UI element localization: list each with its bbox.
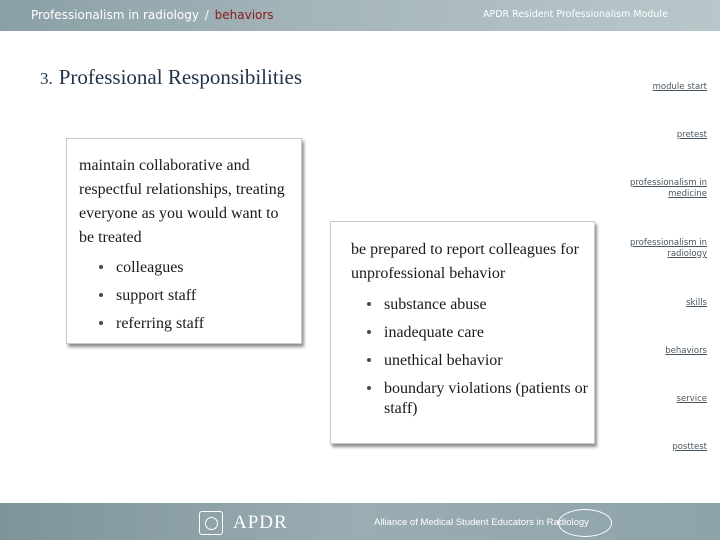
card-text: maintain collaborative and respectful relationships, treating everyone as you would want to be treated bbox=[79, 157, 285, 246]
section-title: Professional Responsibilities bbox=[58, 65, 302, 89]
bullet-icon bbox=[99, 293, 103, 297]
nav-link-behaviors[interactable]: behaviors bbox=[665, 346, 707, 356]
bullet-icon bbox=[367, 330, 371, 334]
list-item: substance abuse bbox=[367, 295, 589, 315]
nav-link-service[interactable]: service bbox=[676, 394, 707, 404]
list-item: support staff bbox=[99, 286, 294, 306]
module-title: APDR Resident Professionalism Module bbox=[483, 9, 668, 20]
bullet-icon bbox=[99, 265, 103, 269]
list-item: colleagues bbox=[99, 258, 294, 278]
nav-link-skills[interactable]: skills bbox=[686, 298, 707, 308]
list-item: boundary violations (patients or staff) bbox=[367, 379, 589, 419]
breadcrumb bbox=[31, 8, 274, 22]
bullet-icon bbox=[367, 358, 371, 362]
bullet-icon bbox=[367, 302, 371, 306]
list-item: referring staff bbox=[99, 314, 294, 334]
breadcrumb-root[interactable]: Professionalism in radiology bbox=[31, 8, 199, 22]
bullet-list bbox=[367, 295, 589, 419]
amse-seal-icon bbox=[558, 509, 612, 537]
header-bar bbox=[0, 0, 720, 31]
list-item: inadequate care bbox=[367, 323, 589, 343]
apdr-logo-icon bbox=[199, 511, 223, 535]
apdr-logo-text: APDR bbox=[233, 512, 288, 533]
nav-link-professionalism-in-radiology[interactable]: professionalism in radiology bbox=[629, 238, 707, 259]
nav-link-professionalism-in-medicine[interactable]: professionalism in medicine bbox=[629, 178, 707, 199]
section-number: 3. bbox=[40, 69, 53, 88]
nav-link-module-start[interactable]: module start bbox=[652, 82, 707, 92]
nav-link-pretest[interactable]: pretest bbox=[676, 130, 707, 140]
breadcrumb-current: behaviors bbox=[214, 8, 274, 22]
footer-bar bbox=[0, 503, 720, 540]
bullet-icon bbox=[99, 321, 103, 325]
list-item: unethical behavior bbox=[367, 351, 589, 371]
page-title bbox=[40, 65, 302, 90]
bullet-icon bbox=[367, 386, 371, 390]
breadcrumb-separator: / bbox=[204, 8, 209, 22]
bullet-list bbox=[99, 258, 294, 342]
responsibility-card-reporting bbox=[330, 221, 595, 444]
nav-link-posttest[interactable]: posttest bbox=[672, 442, 707, 452]
card-text: be prepared to report colleagues for unprofessional behavior bbox=[351, 241, 579, 282]
partner-name: Alliance of Medical Student Educators in Radiology bbox=[374, 517, 589, 528]
responsibility-card-relationships bbox=[66, 138, 302, 344]
